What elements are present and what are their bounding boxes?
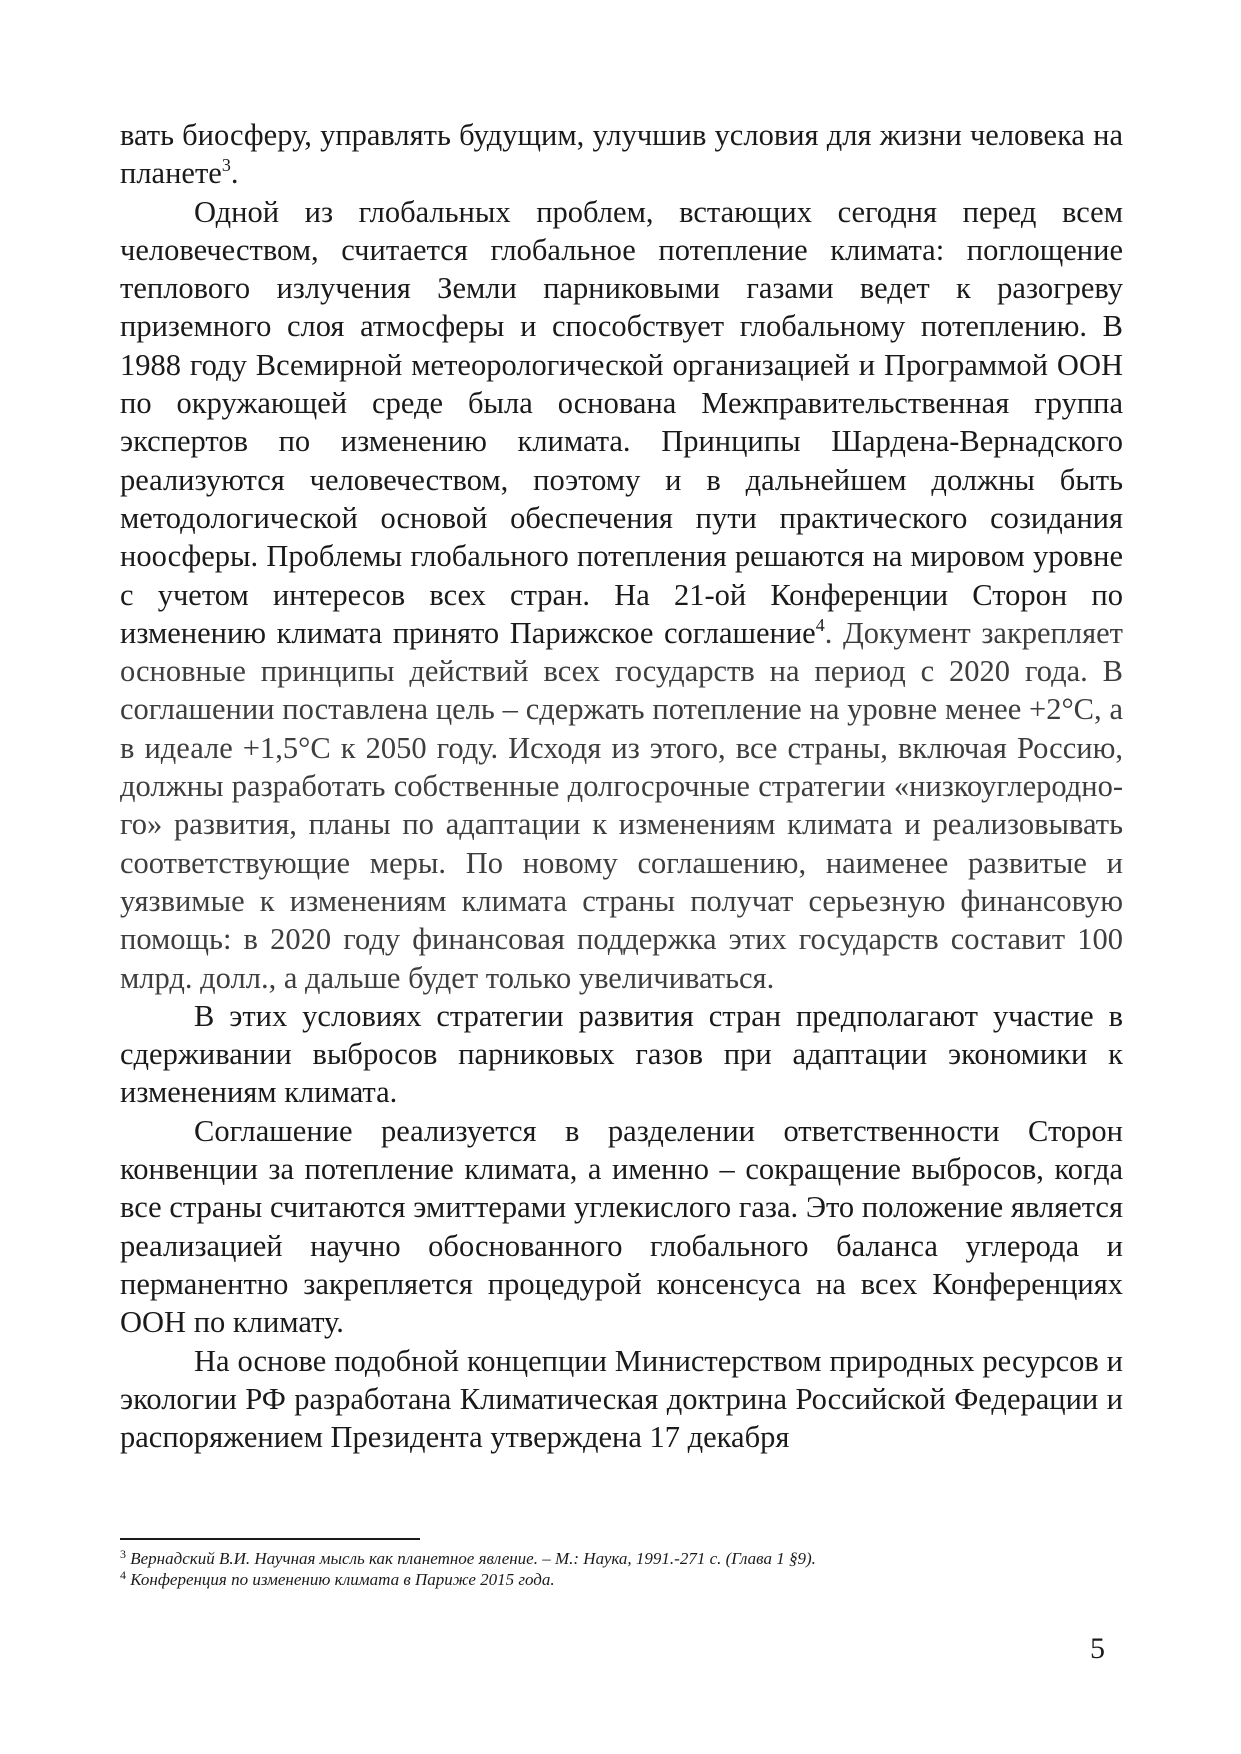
paragraph-agreement — [120, 1112, 1123, 1342]
paragraph-text: Одной из глобальных проблем, встающих сегодня перед всем человечеством, считается глобальное потепление климата: поглощение теплового излучения Земли парниковыми газами ведет к разогреву приземного слоя атмосферы и способствует глобальному потеплению. В 1988 году Всемирной метеорологической организацией и Программой ООН по окружающей среде была основана Межправительственная группа экспертов по изменению климата. Принципы Шардена-Вернадского реализуются человечеством, поэтому и в дальнейшем должны быть методологической основой обеспечения пути практического созидания ноосферы. Проблемы глобального потепления решаются на мировом уровне с учетом интересов всех стран. На 21-ой Конференции Сторон по изменению климата принято Парижское соглашение — [120, 194, 1123, 650]
footnotes — [120, 1548, 1123, 1590]
footnote-4 — [120, 1569, 1123, 1590]
paragraph-text-tail: . Документ закрепляет основные принципы действий всех государств на период с 2020 года. В соглашении поставлена цель – сдержать потепление на уровне менее +2°С, а в идеале +1,5°С к 2050 году. Исходя из этого, все страны, включая Россию, должны разработать собственные долгосрочные стратегии «низкоуглеродного» развития, планы по адаптации к изменениям климата и реализовывать соответствующие меры. По новому соглашению, наименее развитые и уязвимые к изменениям климата страны получат серьезную финансовую помощь: в 2020 году финансовая поддержка этих государств составит 100 млрд. долл., а дальше будет только увеличиваться. — [120, 615, 1123, 995]
footnote-ref-3[interactable]: 3 — [221, 155, 231, 176]
paragraph-text: В этих условиях стратегии развития стран предполагают участие в сдерживании выбросов парниковых газов при адаптации экономики к изменениям климата. — [120, 998, 1123, 1110]
page-body — [120, 116, 1123, 1456]
paragraph-doctrine — [120, 1342, 1123, 1457]
paragraph-continuation — [120, 116, 1123, 193]
paragraph-strategies — [120, 997, 1123, 1112]
footnote-3 — [120, 1548, 1123, 1569]
paragraph-text: На основе подобной концепции Министерством природных ресурсов и экологии РФ разработана Климатическая доктрина Российской Федерации и распоряжением Президента утверждена 17 декабря — [120, 1343, 1123, 1455]
paragraph-text: Соглашение реализуется в разделении ответственности Сторон конвенции за потепление климата, а именно – сокращение выбросов, когда все страны считаются эмиттерами углекислого газа. Это положение является реализацией научно обоснованного глобального баланса углерода и перманентно закрепляется процедурой консенсуса на всех Конференциях ООН по климату. — [120, 1113, 1123, 1340]
footnote-text: Конференция по изменению климата в Париже 2015 года. — [130, 1570, 555, 1589]
paragraph-text: вать биосферу, управлять будущим, улучшив условия для жизни человека на планете — [120, 118, 1123, 191]
footnote-number: 4 — [120, 1568, 126, 1582]
paragraph-text-tail: . — [230, 156, 239, 191]
footnote-text: Вернадский В.И. Научная мысль как планетное явление. – М.: Наука, 1991.-271 с. (Глава 1 §9). — [130, 1549, 816, 1568]
footnote-ref-4[interactable]: 4 — [815, 614, 825, 635]
footnote-separator — [120, 1538, 420, 1540]
page-number: 5 — [1090, 1632, 1105, 1665]
paragraph-global-warming — [120, 193, 1123, 997]
footnote-number: 3 — [120, 1547, 126, 1561]
